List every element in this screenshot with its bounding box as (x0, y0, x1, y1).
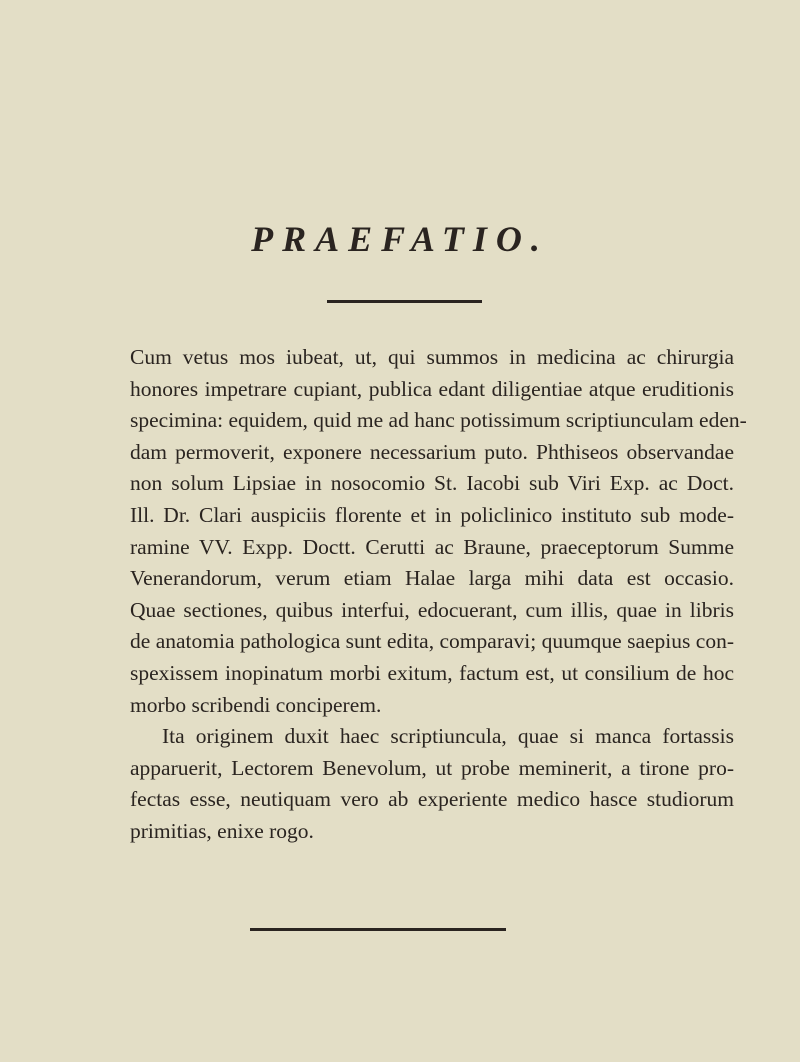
text-line: Cum vetus mos iubeat, ut, qui summos in medicina ac chirurgia (130, 345, 734, 369)
text-line: spexissem inopinatum morbi exitum, factum est, ut consilium de hoc (130, 660, 734, 685)
text-line: non solum Lipsiae in nosocomio St. Iacobi sub Viri Exp. ac Doct. (130, 471, 734, 496)
text-line: Ill. Dr. Clari auspiciis florente et in policlinico instituto sub mode- (130, 502, 734, 527)
text-line: de anatomia pathologica sunt edita, comparavi; quumque saepius con- (130, 629, 734, 654)
text-line: Venerandorum, verum etiam Halae larga mihi data est occasio. (130, 566, 734, 591)
text-line: dam permoverit, exponere necessarium puto. Phthiseos observandae (130, 439, 734, 464)
text-line: fectas esse, neutiquam vero ab experiente medico hasce studiorum (130, 787, 734, 812)
preface-text (130, 342, 747, 848)
text-line: primitias, enixe rogo. (130, 818, 314, 843)
page-title: PRAEFATIO. (251, 219, 549, 259)
text-line: ramine VV. Expp. Doctt. Cerutti ac Braune, praeceptorum Summe (130, 534, 734, 559)
text-line: Ita originem duxit haec scriptiuncula, quae si manca fortassis (162, 724, 734, 749)
top-rule (327, 300, 482, 303)
text-line: morbo scribendi conciperem. (130, 692, 382, 717)
bottom-rule (250, 928, 506, 931)
text-line: Quae sectiones, quibus interfui, edocuerant, cum illis, quae in libris (130, 597, 734, 622)
text-line: apparuerit, Lectorem Benevolum, ut probe meminerit, a tirone pro- (130, 755, 734, 780)
text-line: honores impetrare cupiant, publica edant diligentiae atque eruditionis (130, 376, 734, 401)
text-line: specimina: equidem, quid me ad hanc potissimum scriptiunculam eden- (130, 408, 747, 433)
